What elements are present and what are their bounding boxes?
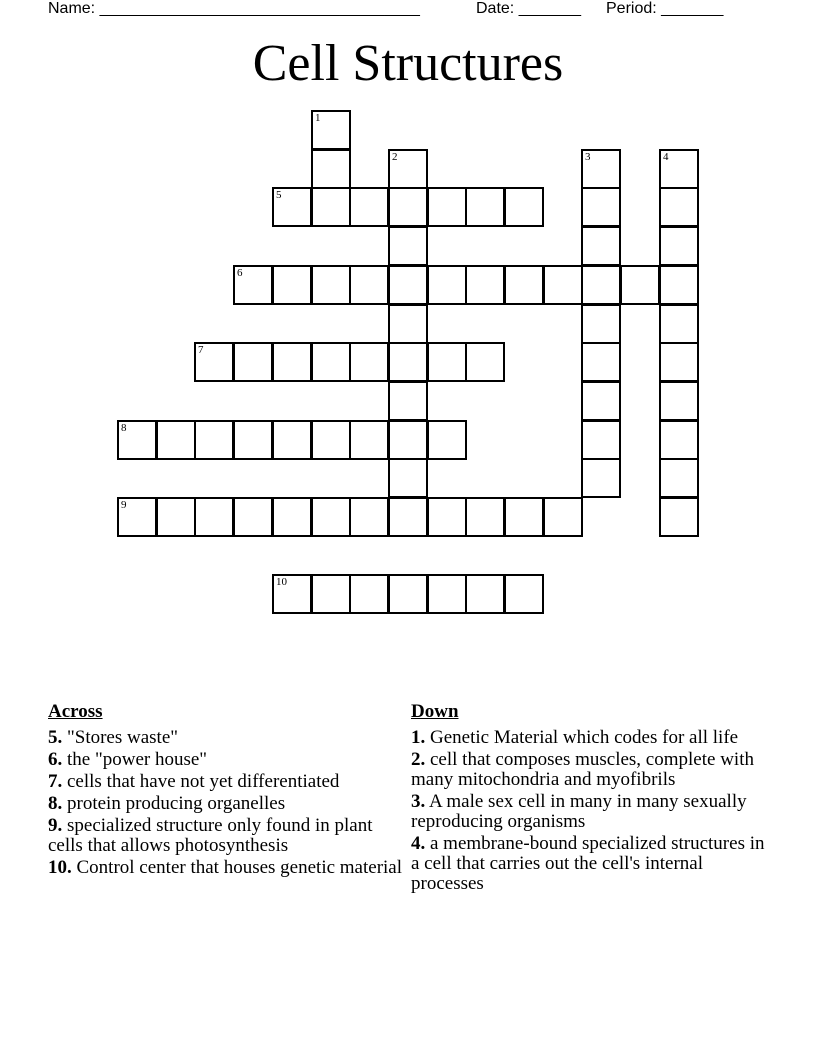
crossword-cell[interactable] bbox=[427, 420, 467, 460]
crossword-cell[interactable] bbox=[311, 187, 351, 227]
crossword-cell[interactable] bbox=[504, 187, 544, 227]
clue-number: 2. bbox=[411, 749, 426, 770]
clue-number: 10 bbox=[276, 576, 287, 588]
crossword-cell[interactable] bbox=[311, 149, 351, 189]
crossword-cell[interactable] bbox=[581, 149, 621, 189]
across-clue bbox=[48, 858, 408, 878]
crossword-cell[interactable] bbox=[659, 342, 699, 382]
crossword-cell[interactable] bbox=[581, 304, 621, 344]
crossword-cell[interactable] bbox=[349, 342, 389, 382]
crossword-cell[interactable] bbox=[233, 497, 273, 537]
clue-number: 3 bbox=[585, 151, 591, 163]
crossword-cell[interactable] bbox=[349, 187, 389, 227]
crossword-cell[interactable] bbox=[504, 497, 544, 537]
crossword-cell[interactable] bbox=[581, 381, 621, 421]
clue-text: specialized structure only found in plant cells that allows photosynthesis bbox=[48, 815, 373, 856]
crossword-cell[interactable] bbox=[272, 265, 312, 305]
crossword-cell[interactable] bbox=[194, 497, 234, 537]
period-field[interactable]: Period: _______ bbox=[606, 0, 724, 17]
clue-number: 4 bbox=[663, 151, 669, 163]
clue-text: Genetic Material which codes for all life bbox=[425, 727, 739, 748]
crossword-cell[interactable] bbox=[465, 265, 505, 305]
crossword-cell[interactable] bbox=[659, 265, 699, 305]
crossword-cell[interactable] bbox=[659, 187, 699, 227]
crossword-cell[interactable] bbox=[388, 187, 428, 227]
clue-number: 9. bbox=[48, 815, 63, 836]
clue-number: 2 bbox=[392, 151, 398, 163]
crossword-cell[interactable] bbox=[465, 497, 505, 537]
crossword-cell[interactable] bbox=[311, 497, 351, 537]
crossword-cell[interactable] bbox=[272, 342, 312, 382]
crossword-cell[interactable] bbox=[388, 149, 428, 189]
date-field[interactable]: Date: _______ bbox=[476, 0, 581, 17]
page-title: Cell Structures bbox=[252, 35, 564, 92]
crossword-cell[interactable] bbox=[349, 265, 389, 305]
crossword-cell[interactable] bbox=[194, 420, 234, 460]
crossword-cell[interactable] bbox=[581, 458, 621, 498]
across-clue bbox=[48, 816, 408, 856]
crossword-cell[interactable] bbox=[659, 458, 699, 498]
crossword-cell[interactable] bbox=[388, 226, 428, 266]
across-clue bbox=[48, 772, 408, 792]
name-field[interactable]: Name: ____________________________________ bbox=[48, 0, 420, 17]
crossword-cell[interactable] bbox=[427, 574, 467, 614]
clue-text: Control center that houses genetic material bbox=[71, 857, 403, 878]
across-clue bbox=[48, 750, 408, 770]
crossword-cell[interactable] bbox=[659, 497, 699, 537]
crossword-cell[interactable] bbox=[581, 187, 621, 227]
down-clue bbox=[411, 792, 771, 832]
crossword-cell[interactable] bbox=[659, 381, 699, 421]
crossword-cell[interactable] bbox=[156, 497, 196, 537]
crossword-cell[interactable] bbox=[581, 420, 621, 460]
crossword-cell[interactable] bbox=[620, 265, 660, 305]
down-clue bbox=[411, 834, 771, 894]
clue-number: 8. bbox=[48, 793, 63, 814]
crossword-cell[interactable] bbox=[659, 149, 699, 189]
across-heading: Across bbox=[48, 701, 103, 722]
crossword-cell[interactable] bbox=[349, 497, 389, 537]
crossword-cell[interactable] bbox=[349, 574, 389, 614]
crossword-cell[interactable] bbox=[427, 342, 467, 382]
clue-number: 5. bbox=[48, 727, 63, 748]
crossword-cell[interactable] bbox=[272, 187, 312, 227]
crossword-cell[interactable] bbox=[388, 304, 428, 344]
crossword-cell[interactable] bbox=[581, 342, 621, 382]
crossword-cell[interactable] bbox=[659, 226, 699, 266]
crossword-cell[interactable] bbox=[311, 574, 351, 614]
crossword-cell[interactable] bbox=[156, 420, 196, 460]
crossword-cell[interactable] bbox=[272, 574, 312, 614]
clue-text: cells that have not yet differentiated bbox=[62, 771, 340, 792]
crossword-cell[interactable] bbox=[388, 265, 428, 305]
clue-number: 10. bbox=[48, 857, 72, 878]
crossword-cell[interactable] bbox=[117, 420, 157, 460]
crossword-cell[interactable] bbox=[659, 420, 699, 460]
crossword-cell[interactable] bbox=[581, 226, 621, 266]
crossword-cell[interactable] bbox=[427, 265, 467, 305]
clue-text: a membrane-bound specialized structures in a cell that carries out the cell's internal processes bbox=[411, 833, 765, 894]
crossword-cell[interactable] bbox=[233, 342, 273, 382]
clue-number: 7 bbox=[198, 344, 204, 356]
crossword-cell[interactable] bbox=[581, 265, 621, 305]
crossword-cell[interactable] bbox=[388, 420, 428, 460]
across-clue bbox=[48, 728, 408, 748]
down-heading: Down bbox=[411, 701, 459, 722]
crossword-cell[interactable] bbox=[659, 304, 699, 344]
clue-number: 1. bbox=[411, 727, 426, 748]
crossword-cell[interactable] bbox=[311, 420, 351, 460]
crossword-cell[interactable] bbox=[311, 342, 351, 382]
crossword-cell[interactable] bbox=[311, 110, 351, 150]
crossword-cell[interactable] bbox=[272, 420, 312, 460]
across-clue bbox=[48, 794, 408, 814]
clue-number: 6 bbox=[237, 267, 243, 279]
clue-number: 1 bbox=[315, 112, 321, 124]
down-clue-list bbox=[411, 728, 771, 894]
crossword-cell[interactable] bbox=[465, 187, 505, 227]
across-clues bbox=[48, 700, 408, 880]
crossword-cell[interactable] bbox=[388, 381, 428, 421]
crossword-cell[interactable] bbox=[233, 420, 273, 460]
crossword-cell[interactable] bbox=[349, 420, 389, 460]
down-clue bbox=[411, 728, 771, 748]
crossword-cell[interactable] bbox=[465, 574, 505, 614]
clue-number: 4. bbox=[411, 833, 426, 854]
clue-text: protein producing organelles bbox=[62, 793, 286, 814]
crossword-cell[interactable] bbox=[465, 342, 505, 382]
clue-number: 3. bbox=[411, 791, 426, 812]
crossword-cell[interactable] bbox=[311, 265, 351, 305]
crossword-cell[interactable] bbox=[427, 497, 467, 537]
crossword-cell[interactable] bbox=[504, 574, 544, 614]
clue-text: the "power house" bbox=[62, 749, 208, 770]
clue-text: A male sex cell in many in many sexually reproducing organisms bbox=[411, 791, 747, 832]
crossword-cell[interactable] bbox=[388, 458, 428, 498]
crossword-cell[interactable] bbox=[543, 265, 583, 305]
crossword-cell[interactable] bbox=[543, 497, 583, 537]
clue-number: 6. bbox=[48, 749, 63, 770]
crossword-cell[interactable] bbox=[388, 497, 428, 537]
crossword-cell[interactable] bbox=[504, 265, 544, 305]
clue-number: 5 bbox=[276, 189, 282, 201]
down-clues bbox=[411, 700, 771, 896]
clue-number: 8 bbox=[121, 422, 127, 434]
across-clue-list bbox=[48, 728, 408, 878]
clue-number: 7. bbox=[48, 771, 63, 792]
crossword-cell[interactable] bbox=[233, 265, 273, 305]
crossword-cell[interactable] bbox=[388, 574, 428, 614]
crossword-cell[interactable] bbox=[117, 497, 157, 537]
clue-text: cell that composes muscles, complete with many mitochondria and myofibrils bbox=[411, 749, 754, 790]
clue-text: "Stores waste" bbox=[62, 727, 179, 748]
crossword-cell[interactable] bbox=[427, 187, 467, 227]
down-clue bbox=[411, 750, 771, 790]
crossword-cell[interactable] bbox=[388, 342, 428, 382]
clue-number: 9 bbox=[121, 499, 127, 511]
crossword-cell[interactable] bbox=[194, 342, 234, 382]
crossword-cell[interactable] bbox=[272, 497, 312, 537]
